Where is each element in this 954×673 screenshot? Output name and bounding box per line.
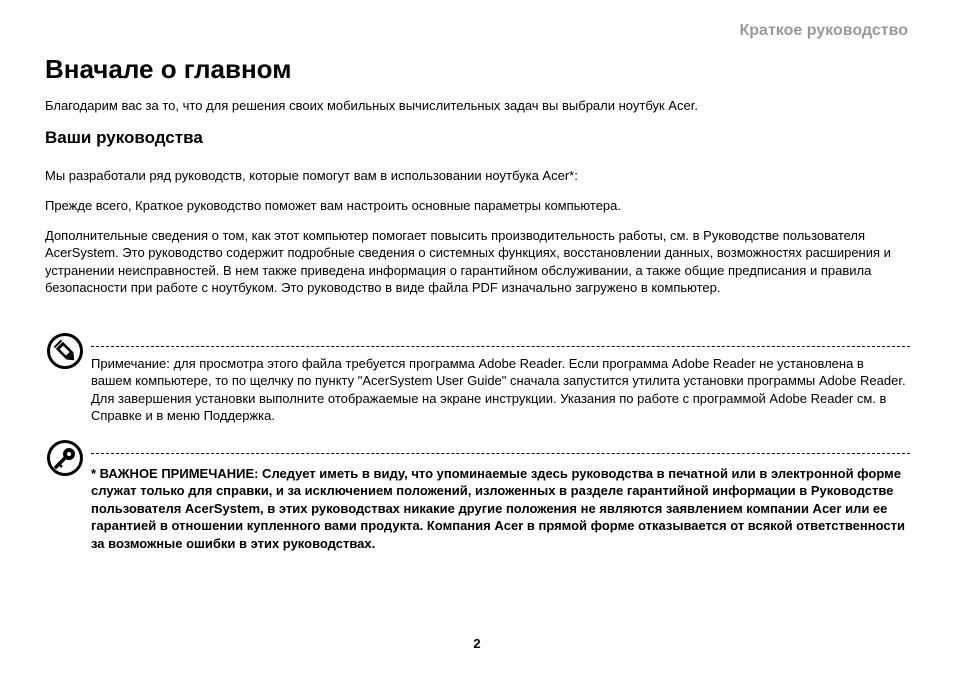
body-paragraph: Дополнительные сведения о том, как этот компьютер помогает повысить производительность работы, см. в Руководстве пользователя AcerSystem. Это руководство содержит подробные сведения о системных функциях, восстановлении данных, возможностях расширения и устранении неисправностей. В нем также приведена информация о гарантийном обслуживании, а также общие предписания и правила безопасности при работе с ноутбуком. Это руководство в виде файла PDF изначально загружено в компьютер. (45, 228, 891, 296)
page-number: 2 (473, 636, 481, 651)
section-heading: Ваши руководства (45, 128, 203, 147)
important-note-text: * ВАЖНОЕ ПРИМЕЧАНИЕ: Следует иметь в виду, что упоминаемые здесь руководства в печатной или в электронной форме служат только для справки, и за исключением положений, изложенных в разделе гарантийной информации в Руководстве пользователя AcerSystem, в этих руководствах никакие другие положения не являются заявлением компании Acer или ее гарантией в отношении купленного вами продукта. Компания Acer в прямой форме отказывается от всякой ответственности за возможные ошибки в этих руководствах. (91, 466, 905, 551)
page-title: Вначале о главном (45, 54, 292, 84)
body-paragraph: Мы разработали ряд руководств, которые помогут вам в использовании ноутбука Acer*: (45, 168, 578, 183)
divider (91, 346, 910, 347)
divider (91, 453, 910, 454)
note-text: Примечание: для просмотра этого файла требуется программа Adobe Reader. Если программа Adobe Reader не установлена в вашем компьютере, то по щелчку по пункту "AcerSystem User Guide" сначала запустится утилита установки программы Adobe Reader. Для завершения установки выполните отображаемые на экране инструкции. Указания по работе с программой Adobe Reader см. в Справке и в меню Поддержка. (91, 356, 906, 424)
body-paragraph: Прежде всего, Краткое руководство поможет вам настроить основные параметры компьютера. (45, 198, 621, 213)
intro-paragraph: Благодарим вас за то, что для решения своих мобильных вычислительных задач вы выбрали ноутбук Acer. (45, 98, 698, 113)
pencil-note-icon (47, 333, 83, 369)
running-header: Краткое руководство (739, 22, 908, 39)
key-note-icon (47, 440, 83, 476)
